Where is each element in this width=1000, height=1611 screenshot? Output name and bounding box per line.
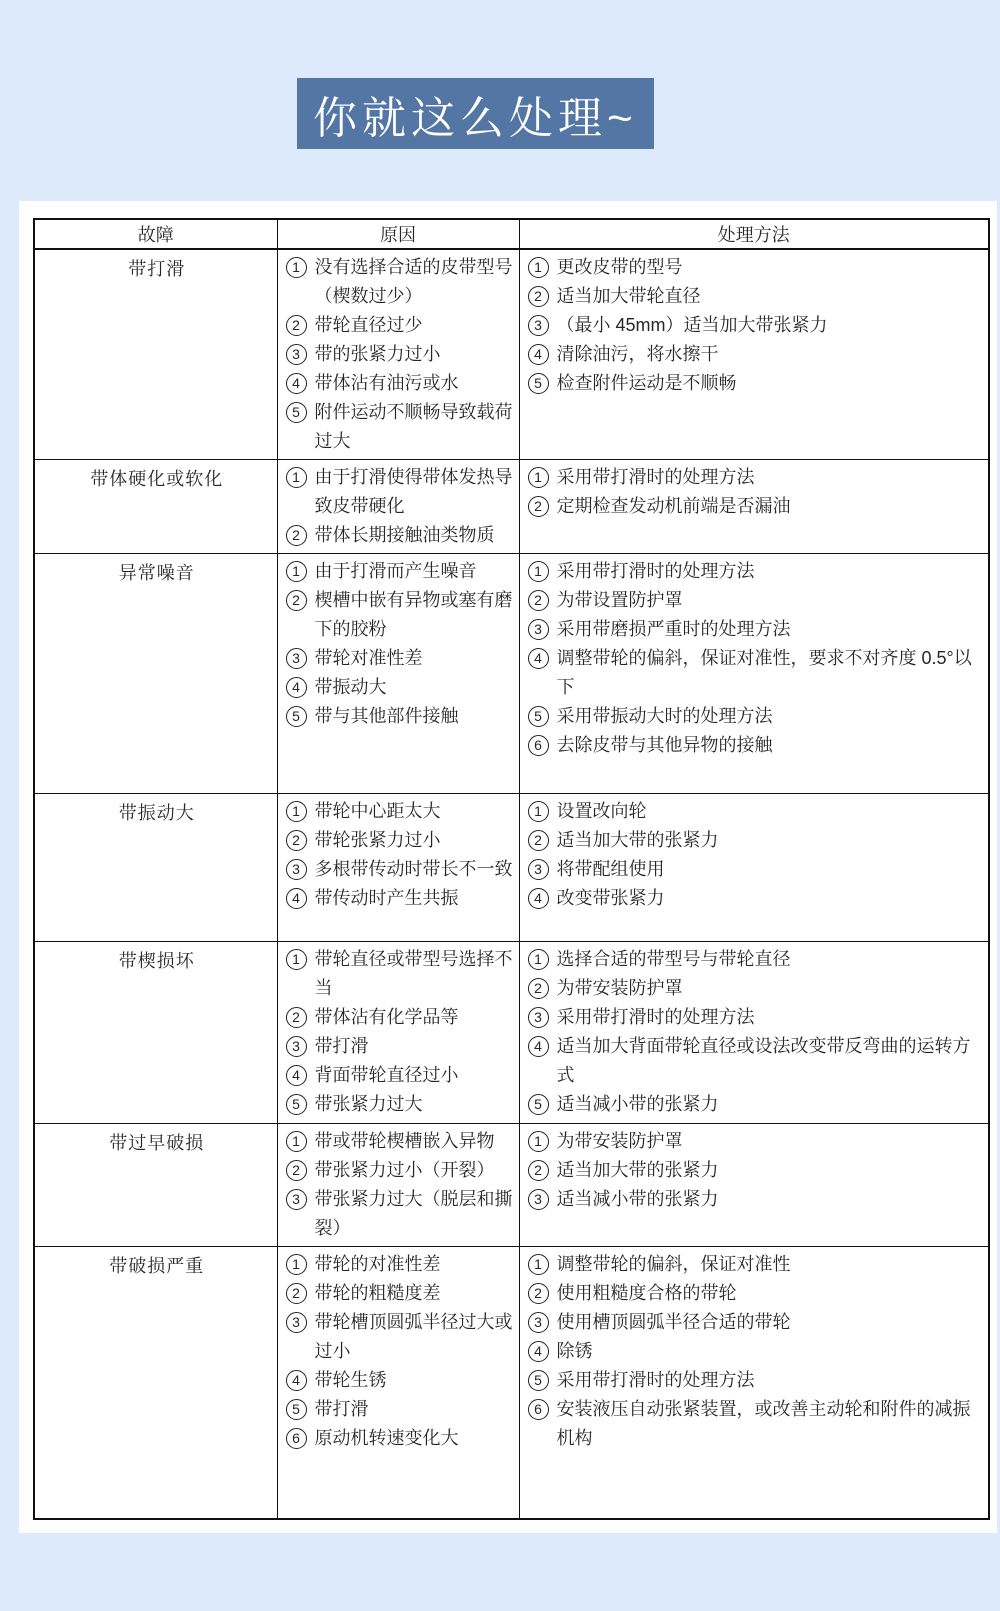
content-card [19,201,997,1533]
cause-text: 带振动大 [314,677,387,697]
circled-number-icon: 3 [528,859,549,880]
method-text: 适当加大带的张紧力 [556,830,719,850]
circled-number-icon: 1 [286,1131,307,1152]
circled-number-icon: 4 [528,648,549,669]
circled-number-icon: 4 [528,344,549,365]
circled-number-icon: 2 [528,496,549,517]
cause-item [284,884,515,913]
cause-item [284,702,515,731]
method-text: 调整带轮的偏斜，保证对准性，要求不对齐度 0.5°以下 [556,648,972,697]
method-text: 检查附件运动是不顺畅 [556,373,737,393]
method-item [526,1090,984,1119]
circled-number-icon: 2 [286,590,307,611]
cause-item [284,1156,515,1185]
header-cause: 原因 [277,219,519,249]
table-row [34,249,989,460]
method-item [526,1366,984,1395]
circled-number-icon: 5 [286,1399,307,1420]
cause-item [284,557,515,586]
method-item [526,884,984,913]
circled-number-icon: 6 [528,735,549,756]
fault-cell [34,460,277,554]
circled-number-icon: 3 [286,859,307,880]
method-text: 安装液压自动张紧装置，或改善主动轮和附件的减振机构 [556,1399,971,1448]
method-text: 采用带磨损严重时的处理方法 [556,619,791,639]
method-text: 采用带打滑时的处理方法 [556,561,755,581]
cause-cell [277,942,519,1124]
method-text: 采用带打滑时的处理方法 [556,1370,755,1390]
method-cell [519,249,989,460]
method-text: 为带设置防护罩 [556,590,683,610]
method-item [526,1127,984,1156]
method-text: 采用带振动大时的处理方法 [556,706,773,726]
method-item [526,945,984,974]
method-item [526,1156,984,1185]
circled-number-icon: 3 [528,619,549,640]
circled-number-icon: 3 [528,1312,549,1333]
fault-label: 带打滑 [128,259,186,279]
method-item [526,282,984,311]
cause-item [284,398,515,456]
method-text: 适当加大背面带轮直径或设法改变带反弯曲的运转方式 [556,1036,971,1085]
circled-number-icon: 5 [528,706,549,727]
cause-cell [277,794,519,942]
method-cell [519,794,989,942]
method-text: 设置改向轮 [556,801,647,821]
cause-item [284,855,515,884]
method-text: 将带配组使用 [556,859,665,879]
cause-item [284,945,515,1003]
method-text: 采用带打滑时的处理方法 [556,467,755,487]
circled-number-icon: 5 [528,1094,549,1115]
circled-number-icon: 1 [286,257,307,278]
title-banner [297,78,654,149]
circled-number-icon: 4 [286,888,307,909]
circled-number-icon: 1 [286,801,307,822]
cause-item [284,1185,515,1243]
cause-item [284,1395,515,1424]
table-header-row [34,219,989,249]
fault-label: 带过早破损 [109,1133,205,1153]
method-text: 使用粗糙度合格的带轮 [556,1283,737,1303]
cause-text: 附件运动不顺畅导致载荷过大 [314,402,513,451]
method-text: 选择合适的带型号与带轮直径 [556,949,791,969]
cause-text: 由于打滑使得带体发热导致皮带硬化 [314,467,513,516]
header-method: 处理方法 [519,219,989,249]
cause-text: 带轮槽顶圆弧半径过大或过小 [314,1312,513,1361]
method-item [526,492,984,521]
cause-text: 带与其他部件接触 [314,706,459,726]
cause-item [284,1032,515,1061]
cause-item [284,1424,515,1453]
method-text: 定期检查发动机前端是否漏油 [556,496,791,516]
cause-item [284,797,515,826]
cause-item [284,1366,515,1395]
circled-number-icon: 1 [286,561,307,582]
fault-cell [34,794,277,942]
circled-number-icon: 4 [528,1341,549,1362]
table-row [34,942,989,1124]
circled-number-icon: 4 [286,677,307,698]
method-item [526,797,984,826]
circled-number-icon: 1 [286,1254,307,1275]
method-text: 为带安装防护罩 [556,978,683,998]
cause-text: 楔槽中嵌有异物或塞有磨下的胶粉 [314,590,513,639]
cause-text: 带张紧力过大（脱层和撕裂） [314,1189,513,1238]
table-row [34,794,989,942]
cause-item [284,253,515,311]
cause-text: 背面带轮直径过小 [314,1065,459,1085]
method-item [526,826,984,855]
circled-number-icon: 1 [528,1131,549,1152]
cause-cell [277,1247,519,1519]
table-row [34,1247,989,1519]
cause-text: 带体沾有油污或水 [314,373,459,393]
cause-text: 带轮直径过少 [314,315,423,335]
circled-number-icon: 2 [528,590,549,611]
circled-number-icon: 4 [286,373,307,394]
cause-text: 带轮张紧力过小 [314,830,441,850]
fault-label: 带振动大 [118,803,195,823]
method-item [526,702,984,731]
fault-label: 带楔损坏 [118,951,195,971]
circled-number-icon: 2 [528,1283,549,1304]
table-row [34,554,989,794]
cause-item [284,369,515,398]
cause-text: 带传动时产生共振 [314,888,459,908]
method-cell [519,554,989,794]
cause-text: 多根带传动时带长不一致 [314,859,513,879]
method-text: 除锈 [556,1341,593,1361]
circled-number-icon: 5 [528,373,549,394]
circled-number-icon: 2 [286,1160,307,1181]
cause-item [284,1250,515,1279]
method-text: （最小 45mm）适当加大带张紧力 [556,315,828,335]
method-cell [519,460,989,554]
method-item [526,253,984,282]
circled-number-icon: 3 [528,1007,549,1028]
method-item [526,1337,984,1366]
cause-text: 没有选择合适的皮带型号（楔数过少） [314,257,513,306]
circled-number-icon: 2 [286,315,307,336]
cause-text: 带轮直径或带型号选择不当 [314,949,513,998]
cause-text: 带打滑 [314,1399,369,1419]
cause-item [284,586,515,644]
cause-text: 带轮的对准性差 [314,1254,441,1274]
cause-item [284,826,515,855]
header-fault: 故障 [34,219,277,249]
method-text: 适当加大带的张紧力 [556,1160,719,1180]
cause-text: 带轮中心距太大 [314,801,441,821]
cause-item [284,1003,515,1032]
method-cell [519,1124,989,1247]
method-item [526,855,984,884]
cause-item [284,521,515,550]
circled-number-icon: 3 [286,344,307,365]
method-item [526,586,984,615]
method-item [526,1003,984,1032]
circled-number-icon: 5 [286,706,307,727]
circled-number-icon: 1 [528,949,549,970]
cause-item [284,1279,515,1308]
method-item [526,369,984,398]
circled-number-icon: 2 [528,978,549,999]
cause-item [284,311,515,340]
cause-text: 带轮的粗糙度差 [314,1283,441,1303]
method-text: 为带安装防护罩 [556,1131,683,1151]
cause-cell [277,249,519,460]
method-item [526,1308,984,1337]
circled-number-icon: 4 [528,888,549,909]
cause-item [284,1127,515,1156]
method-text: 适当加大带轮直径 [556,286,701,306]
fault-label: 带破损严重 [109,1256,205,1276]
method-item [526,1250,984,1279]
cause-text: 带轮对准性差 [314,648,423,668]
method-text: 使用槽顶圆弧半径合适的带轮 [556,1312,791,1332]
circled-number-icon: 3 [528,1189,549,1210]
circled-number-icon: 2 [528,286,549,307]
cause-item [284,673,515,702]
circled-number-icon: 2 [286,1283,307,1304]
cause-item [284,1308,515,1366]
cause-item [284,463,515,521]
circled-number-icon: 4 [286,1370,307,1391]
method-item [526,311,984,340]
cause-cell [277,1124,519,1247]
fault-table-body [34,249,989,1519]
cause-text: 带打滑 [314,1036,369,1056]
method-item [526,974,984,1003]
method-item [526,1395,984,1453]
circled-number-icon: 1 [286,949,307,970]
circled-number-icon: 6 [528,1399,549,1420]
fault-table [33,218,990,1520]
method-cell [519,1247,989,1519]
circled-number-icon: 3 [286,1036,307,1057]
method-text: 适当减小带的张紧力 [556,1094,719,1114]
method-item [526,1032,984,1090]
circled-number-icon: 2 [528,1160,549,1181]
cause-text: 带体沾有化学品等 [314,1007,459,1027]
fault-cell [34,942,277,1124]
cause-text: 带张紧力过小（开裂） [314,1160,495,1180]
fault-label: 带体硬化或软化 [90,469,224,489]
table-row [34,460,989,554]
method-item [526,615,984,644]
method-item [526,557,984,586]
cause-text: 带的张紧力过小 [314,344,441,364]
cause-item [284,1090,515,1119]
circled-number-icon: 3 [528,315,549,336]
circled-number-icon: 5 [528,1370,549,1391]
cause-text: 由于打滑而产生噪音 [314,561,477,581]
circled-number-icon: 4 [286,1065,307,1086]
table-row [34,1124,989,1247]
cause-text: 原动机转速变化大 [314,1428,459,1448]
cause-item [284,644,515,673]
cause-item [284,1061,515,1090]
method-text: 适当减小带的张紧力 [556,1189,719,1209]
method-text: 改变带张紧力 [556,888,665,908]
cause-text: 带轮生锈 [314,1370,387,1390]
cause-text: 带张紧力过大 [314,1094,423,1114]
cause-text: 带或带轮楔槽嵌入异物 [314,1131,495,1151]
circled-number-icon: 1 [528,1254,549,1275]
circled-number-icon: 2 [286,1007,307,1028]
method-cell [519,942,989,1124]
cause-text: 带体长期接触油类物质 [314,525,495,545]
method-item [526,340,984,369]
method-item [526,1279,984,1308]
circled-number-icon: 1 [528,801,549,822]
method-item [526,1185,984,1214]
circled-number-icon: 3 [286,648,307,669]
method-item [526,731,984,760]
method-text: 清除油污，将水擦干 [556,344,719,364]
circled-number-icon: 4 [528,1036,549,1057]
method-text: 更改皮带的型号 [556,257,683,277]
method-text: 去除皮带与其他异物的接触 [556,735,773,755]
cause-cell [277,554,519,794]
circled-number-icon: 3 [286,1312,307,1333]
circled-number-icon: 6 [286,1428,307,1449]
method-item [526,644,984,702]
circled-number-icon: 2 [286,525,307,546]
fault-label: 异常噪音 [118,563,195,583]
circled-number-icon: 3 [286,1189,307,1210]
circled-number-icon: 1 [528,467,549,488]
method-item [526,463,984,492]
circled-number-icon: 5 [286,402,307,423]
circled-number-icon: 1 [286,467,307,488]
circled-number-icon: 2 [528,830,549,851]
method-text: 调整带轮的偏斜，保证对准性 [556,1254,791,1274]
circled-number-icon: 1 [528,257,549,278]
cause-item [284,340,515,369]
cause-cell [277,460,519,554]
fault-cell [34,554,277,794]
fault-cell [34,1247,277,1519]
fault-cell [34,1124,277,1247]
circled-number-icon: 1 [528,561,549,582]
page-title: 你就这么处理~ [313,93,638,143]
circled-number-icon: 2 [286,830,307,851]
fault-cell [34,249,277,460]
method-text: 采用带打滑时的处理方法 [556,1007,755,1027]
circled-number-icon: 5 [286,1094,307,1115]
